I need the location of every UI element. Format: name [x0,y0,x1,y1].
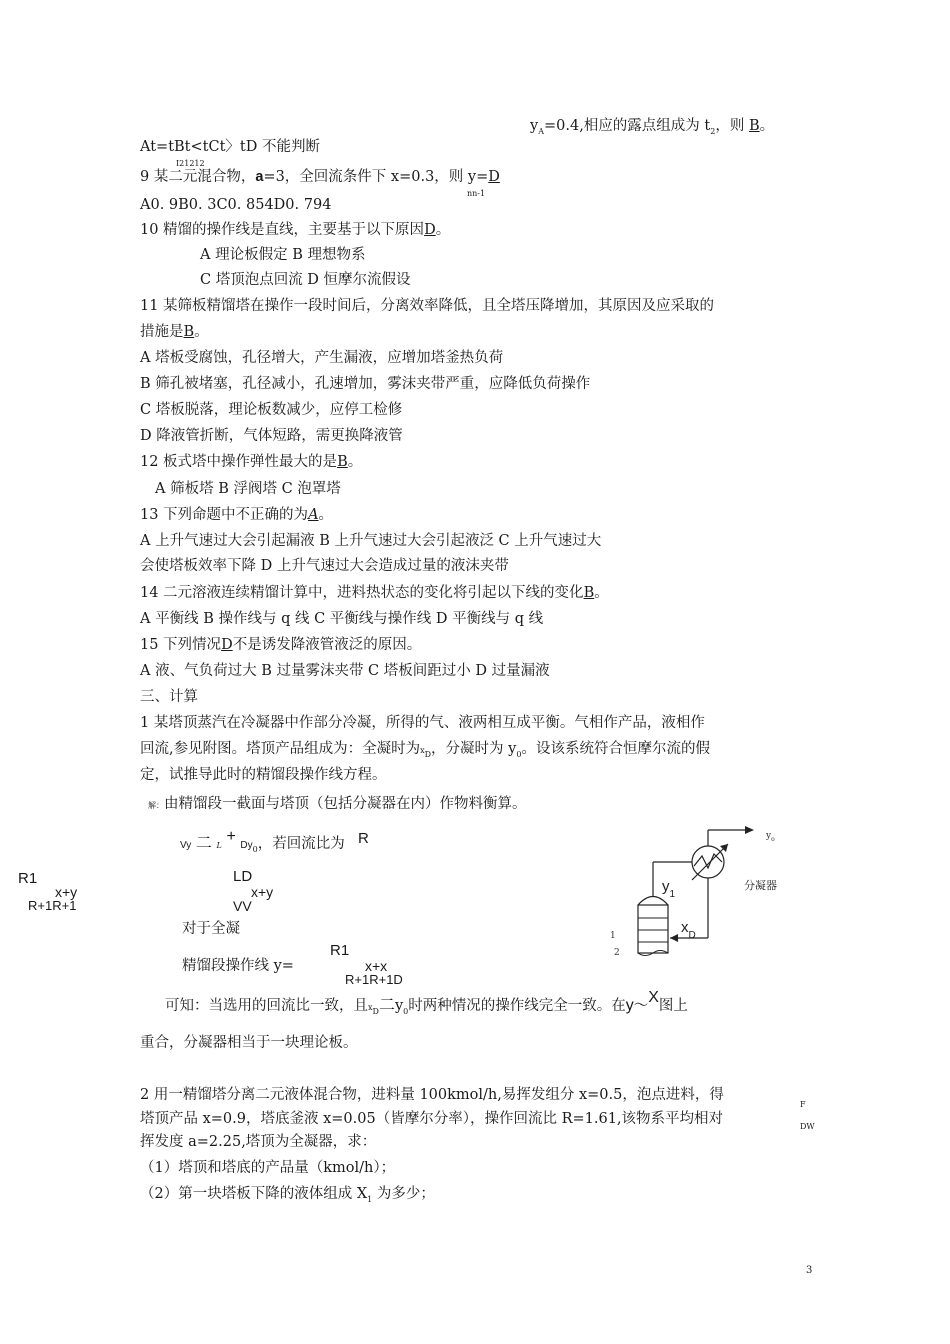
condenser-diagram [600,790,800,970]
q12-answer: B [337,454,348,470]
q9-question: 9 某二元混合物，a=3，全回流条件下 x=0.3，则 y=D [140,169,500,185]
q11-answer: B [183,324,195,340]
diagram-label-xd: $x_D$ [681,919,696,941]
c1-line2: 回流,参见附图。塔顶产品组成为：全凝时为$x_D$，分凝时为 $y_0$。设该系统符合恒摩尔流的假 [140,741,710,759]
final-label: 精馏段操作线 y= [182,958,294,974]
q12-options: A 筛板塔 B 浮阀塔 C 泡罩塔 [155,481,341,497]
q13-options-2: 会使塔板效率下降 D 上升气速过大会造成过量的液沫夹带 [140,558,509,574]
q13-answer: A [308,507,319,523]
q10-options-2: C 塔顶泡点回流 D 恒摩尔流假设 [200,272,411,288]
c1-conclusion: 可知：当选用的回流比一致，且$x_D$二$y_0$时两种情况的操作线完全一致。在y〜X图上 [165,989,688,1016]
q10-answer: D [424,222,436,238]
q11-option-d: D 降液管折断，气体短路，需更换降液管 [140,428,403,444]
c1-equation-1: Vy 二 $L + Dy_0$，若回流比为 [180,828,345,854]
diagram-label-plate1: 1 [610,931,616,941]
q8-tail-line: $y_A=0.4$,相应的露点组成为 $t_2$，则 B。 [530,118,775,136]
duiyu-text: 对于全凝 [182,921,240,937]
q15-options: A 液、气负荷过大 B 过量雾沫夹带 C 塔板间距过小 D 过量漏液 [140,663,550,679]
column-body [638,905,668,953]
q9-options: A0. 9B0. 3C0. 854D0. 794 [140,197,332,213]
mid-LD: LD [233,868,253,885]
c2-line1: 2 用一精馏塔分离二元液体混合物，进料量 100kmol/h,易挥发组分 x=0.5，泡点进料，得 [140,1087,724,1103]
q10-options-1: A 理论板假定 B 理想物系 [200,247,366,263]
reflux-arrow-icon [670,934,678,942]
final-xx: x+x [365,958,388,974]
diagram-label-plate2: 2 [614,948,620,958]
c2-q2: （2）第一块塔板下降的液体组成 $X_1$ 为多少； [140,1186,435,1204]
section-heading: 三、计算 [140,689,198,705]
c1-line3: 定，试推导此时的精馏段操作线方程。 [140,767,387,783]
q8-options: At=tBt<tCt〉tD 不能判断 [140,139,320,155]
final-frac: R+1R+1D [345,972,403,987]
diagram-label-y0: $y_o$ [766,831,775,843]
q14-answer: B [583,585,595,601]
diagram-label-condenser: 分凝器 [744,879,777,892]
q10-question: 10 精馏的操作线是直线，主要基于以下原因D。 [140,222,451,238]
final-R1: R1 [330,942,350,959]
left-xy: x+y [55,884,78,900]
column-top-cap [638,897,668,906]
q11-question-line2: 措施是B。 [140,324,209,340]
c2-line3: 挥发度 a=2.25,塔顶为全凝器，求： [140,1134,377,1150]
c1-line1: 1 某塔顶蒸汽在冷凝器中作部分冷凝，所得的气、液两相互成平衡。气相作产品，液相作 [140,715,705,731]
c1-eq1-R: R [358,830,369,847]
left-frac: R+1R+1 [28,898,77,913]
c1-solution-line: 解：由精馏段一截面与塔顶（包括分凝器在内）作物料衡算。 [148,796,527,812]
q14-question: 14 二元溶液连续精馏计算中，进料热状态的变化将引起以下线的变化B。 [140,585,609,601]
q13-options-1: A 上升气速过大会引起漏液 B 上升气速过大会引起液泛 C 上升气速过大 [140,533,602,549]
q8-options-sub: I21212 [176,159,205,168]
q11-option-b: B 筛孔被堵塞，孔径减小，孔速增加，雾沫夹带严重，应降低负荷操作 [140,376,591,392]
q9-sub: nn-1 [467,189,486,198]
q15-answer: D [221,637,233,653]
q11-question-line1: 11 某筛板精馏塔在操作一段时间后，分离效率降低，且全塔压降增加，其原因及应采取的 [140,298,715,314]
q8-answer: B [748,118,760,134]
q12-question: 12 板式塔中操作弹性最大的是B。 [140,454,363,470]
mid-VV: VV [233,898,252,914]
q11-option-a: A 塔板受腐蚀，孔径增大，产生漏液，应增加塔釜热负荷 [140,350,504,366]
c2-line2-sub: DW [800,1122,815,1131]
q9-answer: D [488,169,500,185]
q14-options: A 平衡线 B 操作线与 q 线 C 平衡线与操作线 D 平衡线与 q 线 [140,611,544,627]
c2-q1: （1）塔顶和塔底的产品量（kmol/h）； [140,1160,396,1176]
q15-question: 15 下列情况D不是诱发降液管液泛的原因。 [140,637,422,653]
q13-question: 13 下列命题中不正确的为A。 [140,507,334,523]
c1-last-line: 重合，分凝器相当于一块理论板。 [140,1035,358,1051]
product-arrow-icon [745,826,754,834]
q11-option-c: C 塔板脱落，理论板数减少，应停工检修 [140,402,403,418]
page-number: 3 [806,1265,813,1276]
mid-xy: x+y [251,884,274,900]
c2-line1-sub: F [800,1100,806,1109]
diagram-label-y1: $y_1$ [662,878,676,900]
c2-line2: 塔顶产品 x=0.9，塔底釜液 x=0.05（皆摩尔分率），操作回流比 R=1.61,该物系平均相对 [140,1111,724,1127]
left-R1: R1 [18,870,38,887]
